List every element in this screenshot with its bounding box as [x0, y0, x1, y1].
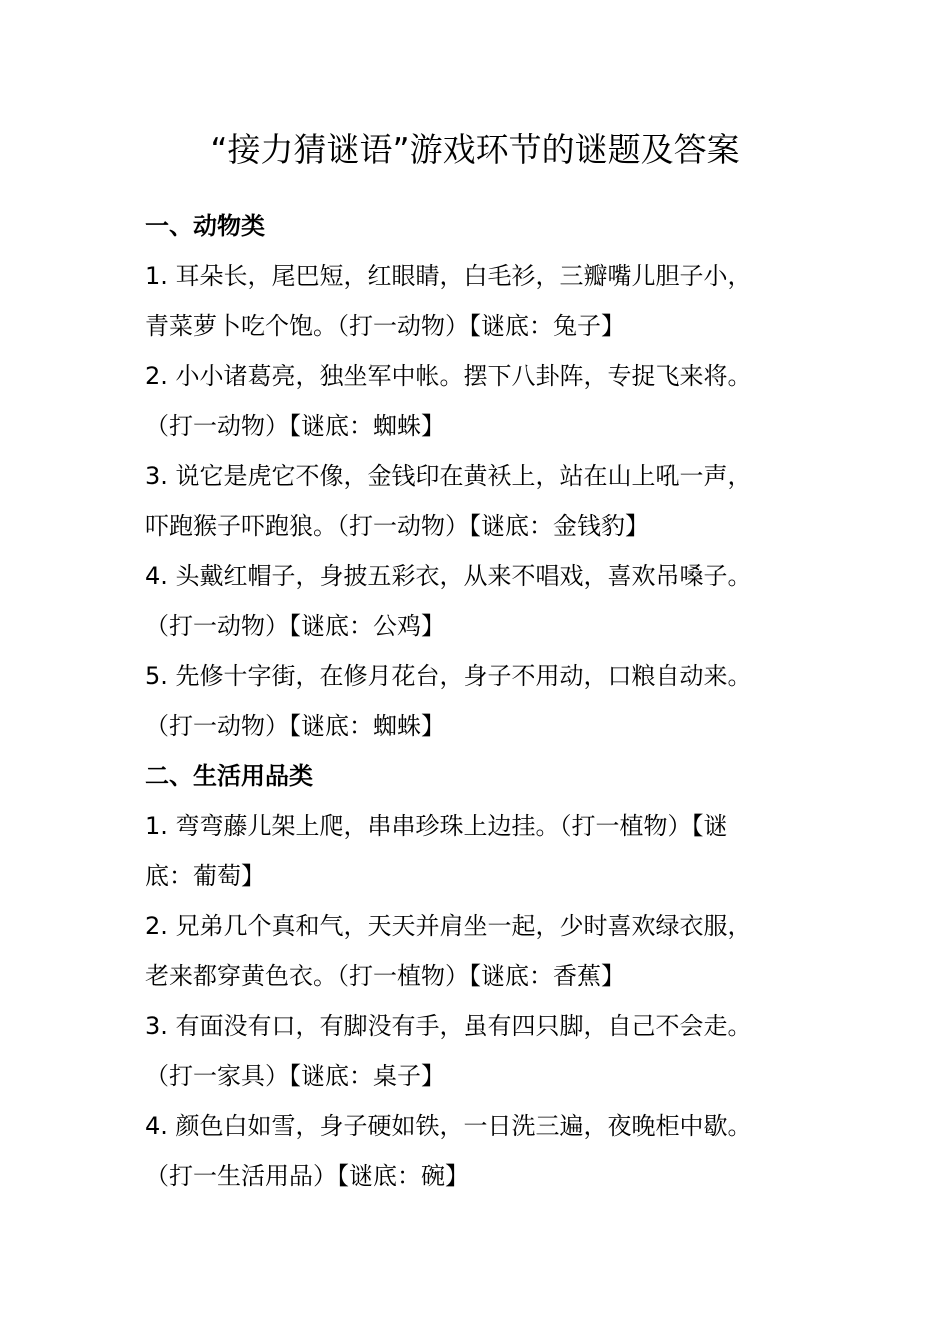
riddle-3-line-2: 吓跑猴子吓跑狼。（打一动物）【谜底：金钱豹】: [145, 512, 649, 540]
riddle-8-line-2: （打一家具）【谜底：桌子】: [145, 1062, 445, 1090]
riddle-5-line-2: （打一动物）【谜底：蜘蛛】: [145, 712, 445, 740]
riddle-1-line-1: 1. 耳朵长，尾巴短，红眼睛，白毛衫，三瓣嘴儿胆子小，: [145, 262, 752, 290]
riddle-6-line-2: 底：葡萄】: [145, 862, 265, 890]
riddle-6-line-1: 1. 弯弯藤儿架上爬，串串珍珠上边挂。（打一植物）【谜: [145, 812, 728, 840]
riddle-4-line-1: 4. 头戴红帽子，身披五彩衣，从来不唱戏，喜欢吊嗓子。: [145, 562, 752, 590]
riddle-7-line-2: 老来都穿黄色衣。（打一植物）【谜底：香蕉】: [145, 962, 625, 990]
riddle-9-line-1: 4. 颜色白如雪，身子硬如铁，一日洗三遍，夜晚柜中歇。: [145, 1112, 752, 1140]
riddle-2-line-2: （打一动物）【谜底：蜘蛛】: [145, 412, 445, 440]
riddle-7-line-1: 2. 兄弟几个真和气，天天并肩坐一起，少时喜欢绿衣服，: [145, 912, 752, 940]
riddle-4-line-2: （打一动物）【谜底：公鸡】: [145, 612, 445, 640]
riddle-9-line-2: （打一生活用品）【谜底：碗】: [145, 1162, 469, 1190]
riddle-2-line-1: 2. 小小诸葛亮，独坐军中帐。摆下八卦阵，专捉飞来将。: [145, 362, 752, 390]
document-body: [145, 201, 815, 1201]
riddle-5-line-1: 5. 先修十字街，在修月花台，身子不用动，口粮自动来。: [145, 662, 752, 690]
riddle-1-line-2: 青菜萝卜吃个饱。（打一动物）【谜底：兔子】: [145, 312, 625, 340]
riddle-3-line-1: 3. 说它是虎它不像，金钱印在黄袄上，站在山上吼一声，: [145, 462, 752, 490]
document-title: “接力猜谜语”游戏环节的谜题及答案: [210, 130, 740, 169]
section-heading-animals: 一、动物类: [145, 212, 265, 240]
section-heading-daily-items: 二、生活用品类: [145, 762, 313, 790]
riddle-8-line-1: 3. 有面没有口，有脚没有手，虽有四只脚，自己不会走。: [145, 1012, 752, 1040]
